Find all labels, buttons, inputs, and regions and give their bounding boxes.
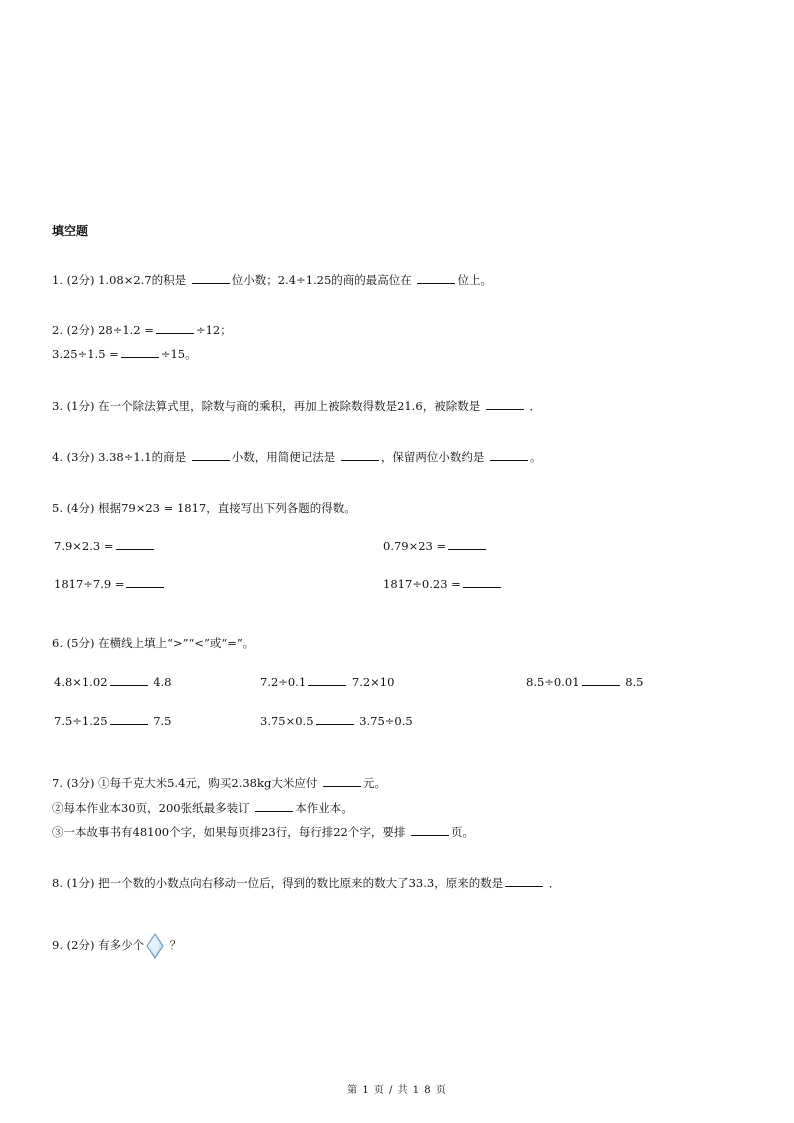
q2-score: (2分)	[66, 323, 95, 337]
q6-item-4-right: 7.5	[153, 714, 172, 728]
q5-item-1-expr: 7.9×2.3 =	[54, 539, 114, 553]
q2-text-2a: 3.25÷1.5 =	[52, 347, 119, 361]
q6-item	[54, 674, 171, 689]
q6-item-1-left: 4.8×1.02	[54, 675, 108, 689]
q5-item-4-blank[interactable]	[463, 576, 501, 588]
q6-item-3-left: 8.5÷0.01	[526, 675, 580, 689]
q5-item-2-blank[interactable]	[448, 538, 486, 550]
q5-item	[54, 576, 166, 591]
question-7-line-1	[52, 775, 386, 790]
question-1	[52, 272, 492, 287]
q4-number: 4.	[52, 450, 63, 464]
q5-item-4-expr: 1817÷0.23 =	[383, 577, 461, 591]
q8-text-a: 把一个数的小数点向右移动一位后，得到的数比原来的数大了33.3，原来的数是	[98, 876, 504, 890]
q5-item-2-expr: 0.79×23 =	[383, 539, 447, 553]
q6-item-3-blank[interactable]	[582, 674, 620, 686]
q6-item	[526, 674, 643, 689]
q1-text-a: 1.08×2.7的积是	[98, 273, 187, 287]
q6-text: 在横线上填上“>”“<”或“=”。	[98, 636, 255, 650]
q2-blank-1[interactable]	[156, 322, 194, 334]
q3-text-b: ．	[529, 399, 542, 413]
q9-number: 9.	[52, 938, 63, 952]
q8-score: (1分)	[66, 876, 95, 890]
question-7-line-2	[52, 800, 353, 815]
q7-blank-2[interactable]	[255, 800, 293, 812]
q8-blank[interactable]	[505, 875, 543, 887]
q7-text-1a: ①每千克大米5.4元，购买2.38kg大米应付	[98, 776, 318, 790]
q2-text-2b: ÷15。	[160, 347, 197, 361]
q6-score: (5分)	[66, 636, 95, 650]
q2-text-1a: 28÷1.2 =	[98, 323, 154, 337]
diamond-icon	[146, 933, 164, 959]
q1-text-b: 位小数；2.4÷1.25的商的最高位在	[231, 273, 412, 287]
q5-number: 5.	[52, 501, 63, 515]
page-footer: 第 1 页 / 共 1 8 页	[347, 1085, 447, 1096]
q3-score: (1分)	[66, 399, 95, 413]
question-4	[52, 449, 542, 464]
q3-text-a: 在一个除法算式里，除数与商的乘积，再加上被除数得数是21.6，被除数是	[98, 399, 481, 413]
q4-text-a: 3.38÷1.1的商是	[98, 450, 187, 464]
q2-text-1b: ÷12；	[195, 323, 232, 337]
q6-item-5-left: 3.75×0.5	[260, 714, 314, 728]
question-7-line-3	[52, 824, 474, 839]
q2-number: 2.	[52, 323, 63, 337]
q1-number: 1.	[52, 273, 63, 287]
q7-blank-1[interactable]	[323, 775, 361, 787]
question-9	[52, 933, 181, 959]
q6-item-2-left: 7.2÷0.1	[260, 675, 307, 689]
q7-text-3b: 页。	[451, 825, 475, 839]
q6-item-2-blank[interactable]	[308, 674, 346, 686]
section-title: 填空题	[52, 224, 89, 238]
q4-blank-3[interactable]	[490, 449, 528, 461]
q4-text-b: 小数，用简便记法是	[231, 450, 336, 464]
q5-score: (4分)	[66, 501, 95, 515]
q5-text: 根据79×23 = 1817，直接写出下列各题的得数。	[98, 501, 356, 515]
q2-blank-2[interactable]	[121, 346, 159, 358]
q9-score: (2分)	[66, 938, 95, 952]
q5-item	[383, 538, 488, 553]
q7-text-3a: ③一本故事书有48100个字，如果每页排23行，每行排22个字，要排	[52, 825, 406, 839]
question-8	[52, 875, 560, 890]
q6-number: 6.	[52, 636, 63, 650]
q4-blank-1[interactable]	[192, 449, 230, 461]
q5-item-1-blank[interactable]	[116, 538, 154, 550]
question-6-stem	[52, 636, 254, 650]
q4-score: (3分)	[66, 450, 95, 464]
q5-item	[383, 576, 503, 591]
q5-item	[54, 538, 156, 553]
q6-item-1-right: 4.8	[153, 675, 172, 689]
q4-blank-2[interactable]	[341, 449, 379, 461]
q6-item-1-blank[interactable]	[110, 674, 148, 686]
question-2-line-1	[52, 322, 232, 337]
q5-item-3-expr: 1817÷7.9 =	[54, 577, 125, 591]
q3-blank[interactable]	[486, 398, 524, 410]
q6-item	[54, 713, 171, 728]
q1-blank-1[interactable]	[192, 272, 230, 284]
q6-item-4-blank[interactable]	[110, 713, 148, 725]
q7-text-2a: ②每本作业本30页，200张纸最多装订	[52, 801, 250, 815]
q6-item	[260, 713, 413, 728]
q4-text-c: ，保留两位小数约是	[380, 450, 485, 464]
q1-text-c: 位上。	[457, 273, 492, 287]
q8-number: 8.	[52, 876, 63, 890]
q6-item-2-right: 7.2×10	[351, 675, 395, 689]
question-5-stem	[52, 501, 356, 515]
q7-text-1b: 元。	[362, 776, 386, 790]
q7-blank-3[interactable]	[411, 824, 449, 836]
q6-item	[260, 674, 394, 689]
q9-text-a: 有多少个	[98, 938, 145, 952]
q1-score: (2分)	[66, 273, 95, 287]
q3-number: 3.	[52, 399, 63, 413]
q4-text-d: 。	[530, 450, 542, 464]
q6-item-5-blank[interactable]	[316, 713, 354, 725]
question-2-line-2	[52, 346, 197, 361]
q8-text-b: ．	[548, 876, 561, 890]
q7-score: (3分)	[66, 776, 95, 790]
q6-item-3-right: 8.5	[625, 675, 644, 689]
q6-item-4-left: 7.5÷1.25	[54, 714, 108, 728]
q7-text-2b: 本作业本。	[295, 801, 353, 815]
q7-number: 7.	[52, 776, 63, 790]
q1-blank-2[interactable]	[417, 272, 455, 284]
q5-item-3-blank[interactable]	[126, 576, 164, 588]
q6-item-5-right: 3.75÷0.5	[359, 714, 413, 728]
question-3	[52, 398, 541, 413]
q9-text-b: ？	[169, 938, 182, 952]
